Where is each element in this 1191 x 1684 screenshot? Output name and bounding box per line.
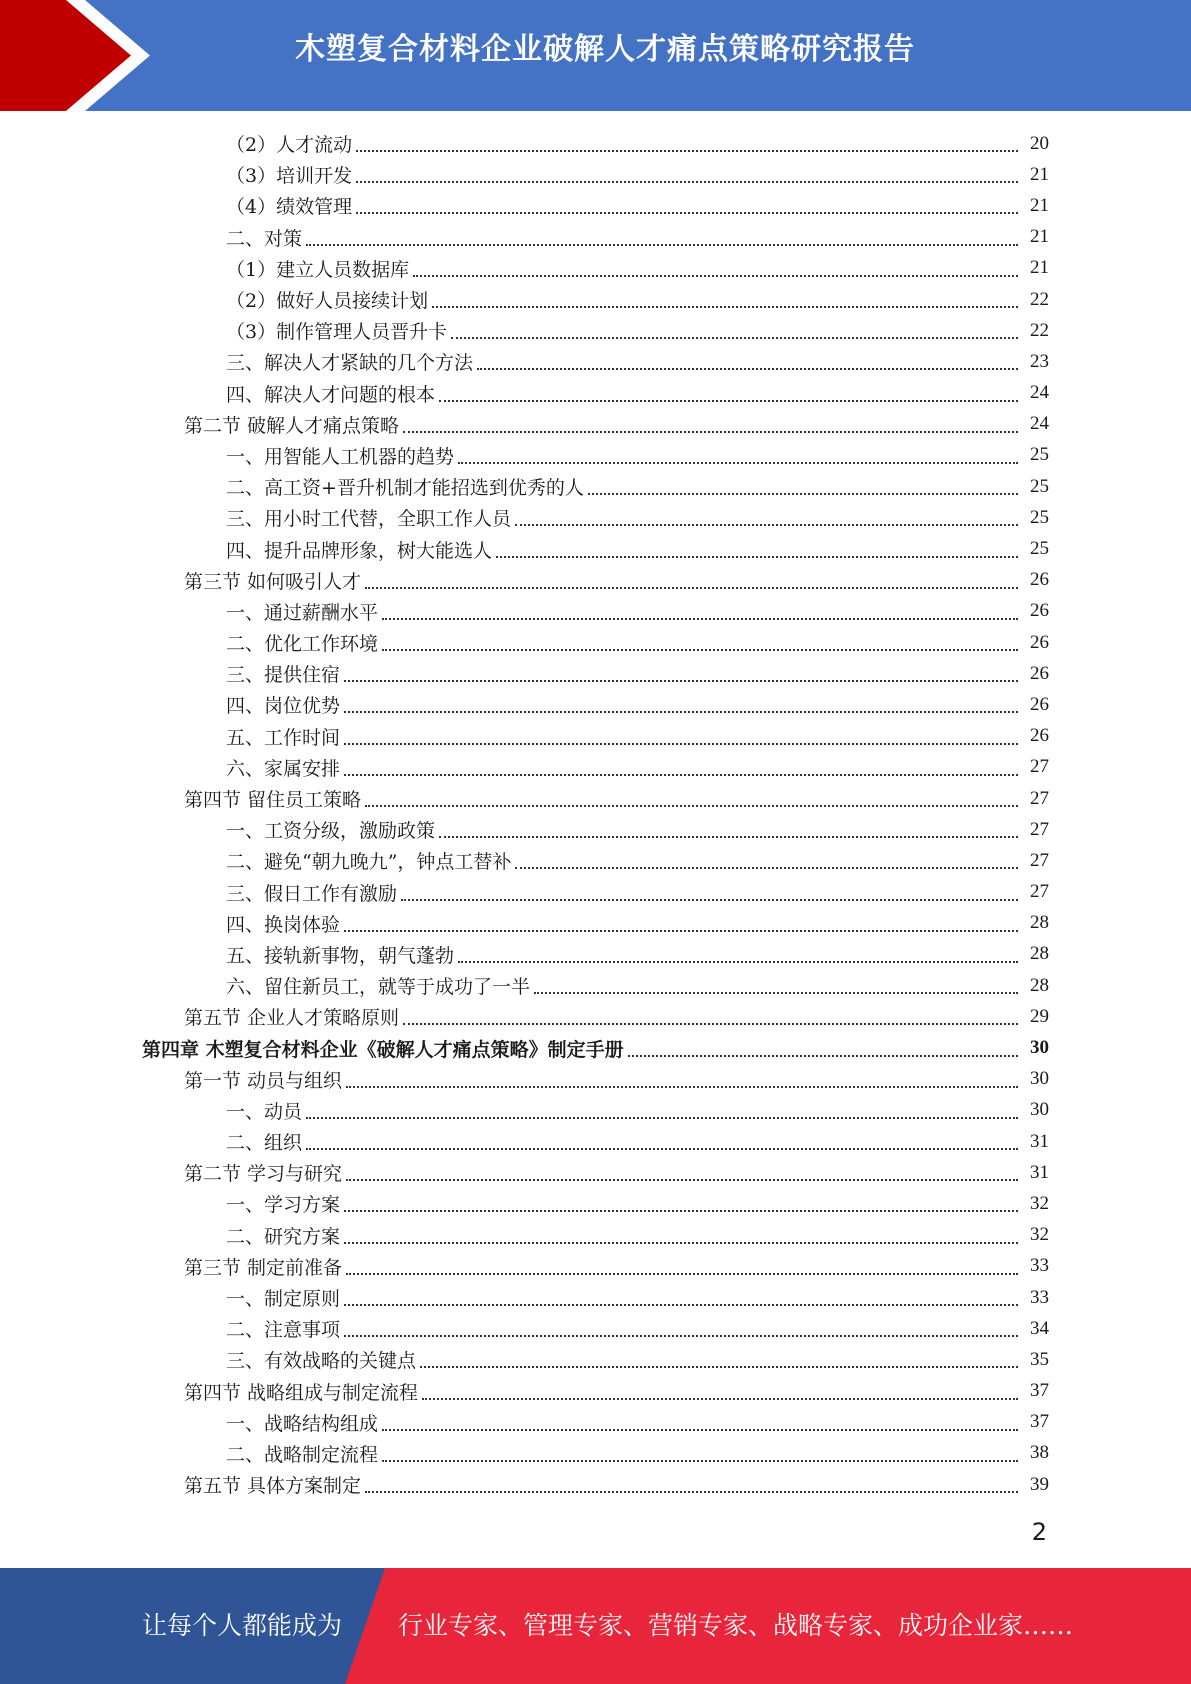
toc-entry-title: 一、用智能人工机器的趋势 <box>226 445 455 468</box>
toc-entry-page: 34 <box>1030 1317 1049 1339</box>
toc-entry[interactable] <box>0 1095 1191 1126</box>
toc-entry-title: 一、通过薪酬水平 <box>226 601 379 624</box>
toc-entry-page: 33 <box>1030 1255 1049 1277</box>
toc-dot-leader <box>365 586 1018 589</box>
toc-entry-title: 四、岗位优势 <box>226 695 341 718</box>
toc-entry[interactable] <box>0 128 1191 159</box>
toc-entry-page: 28 <box>1030 912 1049 934</box>
toc-entry[interactable] <box>0 1157 1191 1188</box>
toc-entry[interactable] <box>0 533 1191 564</box>
toc-entry-title: 二、避免“朝九晚九”，钟点工替补 <box>226 851 512 874</box>
toc-entry[interactable] <box>0 284 1191 315</box>
toc-dot-leader <box>344 710 1018 713</box>
toc-entry-title: 二、优化工作环境 <box>226 633 379 656</box>
toc-dot-leader <box>306 243 1018 246</box>
toc-entry-title: 三、解决人才紧缺的几个方法 <box>226 352 474 375</box>
toc-dot-leader <box>382 648 1018 651</box>
toc-entry[interactable] <box>0 1188 1191 1219</box>
toc-dot-leader <box>365 804 1018 807</box>
toc-entry[interactable] <box>0 689 1191 720</box>
toc-entry-page: 33 <box>1030 1286 1049 1308</box>
toc-dot-leader <box>458 960 1018 963</box>
toc-dot-leader <box>477 367 1018 370</box>
toc-entry-page: 31 <box>1030 1130 1049 1152</box>
toc-entry[interactable] <box>0 1126 1191 1157</box>
toc-entry-page: 21 <box>1030 163 1049 185</box>
toc-entry-title: 二、研究方案 <box>226 1225 341 1248</box>
toc-entry-page: 32 <box>1030 1192 1049 1214</box>
toc-entry-page: 37 <box>1030 1380 1049 1402</box>
toc-dot-leader <box>420 1365 1018 1368</box>
toc-entry[interactable] <box>0 471 1191 502</box>
footer-slogan-right: 行业专家、管理专家、营销专家、战略专家、成功企业家…… <box>398 1611 1074 1640</box>
toc-dot-leader <box>534 991 1018 994</box>
toc-entry-page: 20 <box>1030 132 1049 154</box>
toc-entry-page: 37 <box>1030 1411 1049 1433</box>
toc-dot-leader <box>451 336 1018 339</box>
toc-dot-leader <box>588 492 1018 495</box>
toc-entry[interactable] <box>0 814 1191 845</box>
toc-entry-title: 三、提供住宿 <box>226 664 341 687</box>
toc-dot-leader <box>356 211 1018 214</box>
toc-entry-title: 二、对策 <box>226 227 303 250</box>
page-number: 2 <box>1031 1518 1047 1546</box>
toc-entry-title: 四、解决人才问题的根本 <box>226 383 436 406</box>
toc-dot-leader <box>439 399 1018 402</box>
toc-dot-leader <box>401 898 1018 901</box>
toc-entry[interactable] <box>0 346 1191 377</box>
toc-dot-leader <box>346 1178 1018 1181</box>
toc-entry-title: 第一节 动员与组织 <box>184 1069 343 1092</box>
toc-entry[interactable] <box>0 502 1191 533</box>
toc-entry-title: （3）制作管理人员晋升卡 <box>226 321 448 344</box>
toc-dot-leader <box>439 835 1018 838</box>
toc-entry[interactable] <box>0 253 1191 284</box>
toc-entry-title: 第三节 如何吸引人才 <box>184 570 362 593</box>
toc-entry[interactable] <box>0 1064 1191 1095</box>
toc-entry-page: 21 <box>1030 257 1049 279</box>
toc-dot-leader <box>306 1147 1018 1150</box>
toc-entry-page: 27 <box>1030 818 1049 840</box>
header-chevron-icon <box>0 0 160 111</box>
toc-entry-title: （4）绩效管理 <box>226 196 353 219</box>
toc-entry[interactable] <box>0 1407 1191 1438</box>
toc-entry-title: 一、制定原则 <box>226 1288 341 1311</box>
toc-entry-page: 38 <box>1030 1442 1049 1464</box>
toc-dot-leader <box>403 430 1018 433</box>
toc-entry[interactable] <box>0 190 1191 221</box>
toc-entry-title: 六、留住新员工，就等于成功了一半 <box>226 976 531 999</box>
toc-entry-title: 三、用小时工代替，全职工作人员 <box>226 508 512 531</box>
toc-entry-title: 二、高工资+晋升机制才能招选到优秀的人 <box>226 477 584 500</box>
toc-entry-title: 第二节 破解人才痛点策略 <box>184 414 400 437</box>
toc-entry-title: 四、提升品牌形象，树大能选人 <box>226 539 493 562</box>
toc-entry-title: 第五节 具体方案制定 <box>184 1475 362 1498</box>
toc-dot-leader <box>403 1022 1018 1025</box>
toc-entry[interactable] <box>0 658 1191 689</box>
toc-entry-page: 25 <box>1030 475 1049 497</box>
toc-dot-leader <box>458 461 1018 464</box>
toc-dot-leader <box>344 773 1018 776</box>
toc-entry-title: 五、工作时间 <box>226 726 341 749</box>
toc-dot-leader <box>356 180 1018 183</box>
toc-entry[interactable] <box>0 315 1191 346</box>
toc-entry-title: 二、战略制定流程 <box>226 1443 379 1466</box>
toc-entry[interactable] <box>0 1469 1191 1500</box>
toc-entry[interactable] <box>0 877 1191 908</box>
report-title: 木塑复合材料企业破解人才痛点策略研究报告 <box>295 32 915 67</box>
toc-entry-page: 30 <box>1030 1099 1049 1121</box>
toc-dot-leader <box>356 149 1018 152</box>
toc-entry-page: 27 <box>1030 756 1049 778</box>
toc-entry[interactable] <box>0 596 1191 627</box>
toc-entry-page: 28 <box>1030 974 1049 996</box>
toc-entry-page: 25 <box>1030 444 1049 466</box>
toc-entry-page: 25 <box>1030 506 1049 528</box>
page-footer <box>0 1568 1191 1684</box>
toc-dot-leader <box>382 1428 1018 1431</box>
toc-entry-page: 29 <box>1030 1005 1049 1027</box>
toc-entry-title: （3）培训开发 <box>226 165 353 188</box>
toc-entry-title: 一、战略结构组成 <box>226 1412 379 1435</box>
toc-entry-page: 31 <box>1030 1161 1049 1183</box>
toc-entry-page: 28 <box>1030 943 1049 965</box>
toc-entry-page: 21 <box>1030 194 1049 216</box>
toc-dot-leader <box>432 305 1018 308</box>
toc-dot-leader <box>306 1116 1018 1119</box>
toc-entry-title: （2）人才流动 <box>226 134 353 157</box>
toc-dot-leader <box>628 1054 1018 1057</box>
toc-entry[interactable] <box>0 1251 1191 1282</box>
toc-dot-leader <box>515 866 1018 869</box>
toc-entry[interactable] <box>0 1376 1191 1407</box>
toc-entry-page: 30 <box>1030 1037 1049 1059</box>
toc-entry-page: 27 <box>1030 881 1049 903</box>
footer-slogan-left: 让每个人都能成为 <box>142 1611 343 1640</box>
toc-dot-leader <box>496 555 1018 558</box>
page-header <box>0 0 1191 111</box>
toc-entry[interactable] <box>0 378 1191 409</box>
toc-dot-leader <box>344 1241 1018 1244</box>
table-of-contents <box>0 128 1191 1500</box>
toc-entry[interactable] <box>0 752 1191 783</box>
toc-entry-page: 39 <box>1030 1473 1049 1495</box>
toc-entry-title: 第四节 留住员工策略 <box>184 789 362 812</box>
toc-entry[interactable] <box>0 440 1191 471</box>
toc-entry[interactable] <box>0 721 1191 752</box>
toc-entry-title: 一、学习方案 <box>226 1194 341 1217</box>
toc-dot-leader <box>365 1490 1018 1493</box>
toc-entry-page: 22 <box>1030 288 1049 310</box>
toc-entry-page: 27 <box>1030 849 1049 871</box>
toc-dot-leader <box>344 679 1018 682</box>
toc-dot-leader <box>344 1334 1018 1337</box>
toc-entry-page: 21 <box>1030 226 1049 248</box>
toc-entry-page: 24 <box>1030 382 1049 404</box>
toc-entry-title: 二、注意事项 <box>226 1319 341 1342</box>
toc-entry-page: 26 <box>1030 662 1049 684</box>
toc-entry[interactable] <box>0 565 1191 596</box>
toc-dot-leader <box>344 742 1018 745</box>
toc-entry-title: 三、有效战略的关键点 <box>226 1350 417 1373</box>
toc-entry[interactable] <box>0 1001 1191 1032</box>
toc-entry-page: 25 <box>1030 538 1049 560</box>
toc-dot-leader <box>346 1085 1018 1088</box>
toc-dot-leader <box>346 1272 1018 1275</box>
toc-entry[interactable] <box>0 1438 1191 1469</box>
toc-entry-page: 23 <box>1030 350 1049 372</box>
toc-entry-title: 二、组织 <box>226 1132 303 1155</box>
toc-dot-leader <box>344 1303 1018 1306</box>
toc-entry-title: 六、家属安排 <box>226 757 341 780</box>
toc-dot-leader <box>413 274 1018 277</box>
toc-entry-title: 第四节 战略组成与制定流程 <box>184 1381 419 1404</box>
toc-entry-page: 35 <box>1030 1348 1049 1370</box>
toc-entry[interactable] <box>0 1220 1191 1251</box>
toc-entry-page: 24 <box>1030 413 1049 435</box>
toc-dot-leader <box>382 617 1018 620</box>
toc-entry-page: 30 <box>1030 1068 1049 1090</box>
toc-entry[interactable] <box>0 159 1191 190</box>
toc-entry-page: 22 <box>1030 319 1049 341</box>
toc-entry-page: 26 <box>1030 725 1049 747</box>
toc-entry-page: 26 <box>1030 600 1049 622</box>
toc-dot-leader <box>344 929 1018 932</box>
toc-entry-title: 四、换岗体验 <box>226 913 341 936</box>
toc-dot-leader <box>382 1459 1018 1462</box>
toc-entry[interactable] <box>0 627 1191 658</box>
toc-entry[interactable] <box>0 783 1191 814</box>
toc-entry-title: 第三节 制定前准备 <box>184 1256 343 1279</box>
toc-entry-title: 五、接轨新事物，朝气蓬勃 <box>226 944 455 967</box>
toc-entry[interactable] <box>0 970 1191 1001</box>
toc-dot-leader <box>344 1209 1018 1212</box>
toc-entry[interactable] <box>0 1313 1191 1344</box>
toc-entry-page: 26 <box>1030 631 1049 653</box>
toc-entry[interactable] <box>0 939 1191 970</box>
toc-dot-leader <box>515 523 1018 526</box>
toc-entry[interactable] <box>0 1032 1191 1063</box>
toc-entry-title: 一、工资分级，激励政策 <box>226 820 436 843</box>
toc-entry[interactable] <box>0 908 1191 939</box>
toc-entry-title: 一、动员 <box>226 1100 303 1123</box>
toc-entry[interactable] <box>0 845 1191 876</box>
toc-entry[interactable] <box>0 222 1191 253</box>
toc-entry-title: 第四章 木塑复合材料企业《破解人才痛点策略》制定手册 <box>142 1038 624 1061</box>
toc-entry[interactable] <box>0 409 1191 440</box>
toc-entry-title: （2）做好人员接续计划 <box>226 290 429 313</box>
toc-entry-page: 26 <box>1030 693 1049 715</box>
toc-entry-title: （1）建立人员数据库 <box>226 258 410 281</box>
toc-dot-leader <box>422 1397 1018 1400</box>
toc-entry-title: 第二节 学习与研究 <box>184 1163 343 1186</box>
toc-entry[interactable] <box>0 1282 1191 1313</box>
toc-entry-title: 三、假日工作有激励 <box>226 882 398 905</box>
toc-entry-page: 32 <box>1030 1224 1049 1246</box>
toc-entry-title: 第五节 企业人才策略原则 <box>184 1007 400 1030</box>
toc-entry-page: 26 <box>1030 569 1049 591</box>
toc-entry[interactable] <box>0 1344 1191 1375</box>
toc-entry-page: 27 <box>1030 787 1049 809</box>
